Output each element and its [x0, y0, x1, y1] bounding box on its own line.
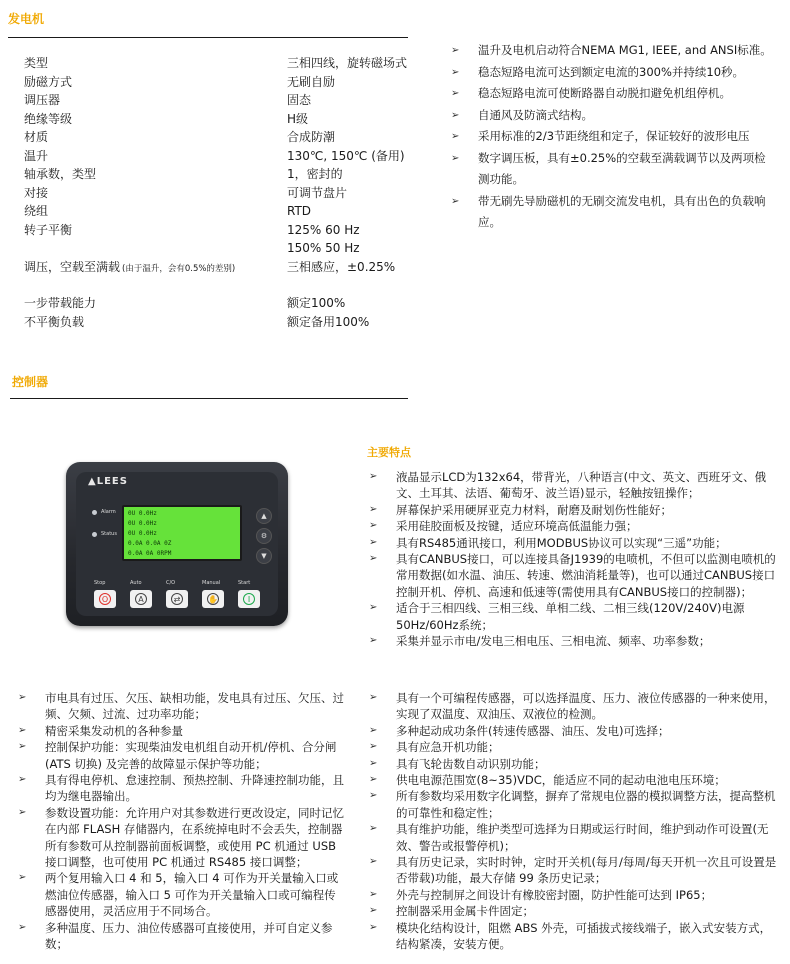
bullet-arrow-icon: ➢: [369, 503, 378, 515]
lcd-screen: [122, 505, 242, 561]
spec-value: H级: [287, 111, 309, 126]
button-symbol-icon: ⇄: [171, 593, 183, 605]
button-label: C/O: [166, 580, 176, 586]
spec-value: RTD: [287, 204, 312, 218]
generator-section-rule: [8, 37, 408, 38]
bullet-arrow-icon: ➢: [369, 790, 378, 802]
feature-text: 数字调压板，具有±0.25%的空载至满载调节以及两项检测功能。: [478, 150, 766, 186]
feature-item: [18, 723, 345, 739]
feature-item: [451, 105, 776, 127]
spec-row: [24, 147, 424, 165]
spec-label: 绕组: [24, 204, 49, 218]
spec-label: 对接: [24, 185, 49, 200]
bullet-arrow-icon: ➢: [369, 741, 378, 753]
spec-value: 可调节盘片: [287, 185, 348, 200]
spec-row: [24, 202, 424, 220]
feature-text: 具有一个可编程传感器，可以选择温度、压力、液位传感器的一种来使用，实现了双温度、双油压、双液位的检测。: [396, 691, 776, 722]
spec-label: 类型: [24, 56, 49, 70]
spec-label: 不平衡负载: [24, 314, 85, 329]
controller-face: [76, 472, 278, 616]
controller-feature-list-left: [18, 690, 345, 953]
spec-row: [24, 91, 424, 109]
spec-value: 125% 60 Hz: [287, 222, 360, 237]
bullet-arrow-icon: ➢: [369, 692, 378, 703]
feature-item: [451, 148, 776, 191]
lcd-reading: 0U 0.0Hz: [128, 520, 157, 527]
feature-item: [369, 502, 780, 518]
bullet-arrow-icon: ➢: [369, 921, 378, 933]
feature-item: [369, 788, 780, 821]
bullet-arrow-icon: ➢: [369, 757, 378, 769]
bullet-arrow-icon: ➢: [18, 741, 27, 753]
bullet-arrow-icon: ➢: [18, 872, 27, 884]
button-label: Start: [238, 580, 251, 586]
controller-section-rule: [10, 398, 408, 399]
feature-item: [369, 772, 780, 788]
bullet-arrow-icon: ➢: [18, 806, 27, 818]
spec-row: [24, 221, 424, 239]
spec-value: 额定100%: [287, 296, 346, 310]
feature-text: 模块化结构设计，阻燃 ABS 外壳，可插拔式接线端子，嵌入式安装方式，结构紧凑，安装方便。: [396, 920, 772, 952]
feature-text: 具有飞轮齿数自动识别功能；: [396, 756, 546, 771]
feature-item: [369, 600, 780, 633]
feature-item: [18, 690, 345, 723]
feature-text: 精密采集发动机的各种参量: [45, 723, 183, 738]
bullet-arrow-icon: ➢: [369, 774, 378, 786]
features-title: 主要特点: [367, 446, 411, 459]
feature-text: 两个复用输入口 4 和 5，输入口 4 可作为开关量输入口或燃油位传感器，输入口 5 可作为开关量输入口或可编程传感器使用，灵活应用于不同场合。: [45, 871, 339, 919]
feature-text: 稳态短路电流可达到额定电流的300%并持续10秒。: [478, 64, 745, 79]
feature-item: [369, 756, 780, 772]
lcd-reading: 0.0A 0A 0RPM: [128, 550, 172, 557]
feature-item: [369, 903, 780, 919]
bullet-arrow-icon: ➢: [369, 635, 378, 647]
bullet-arrow-icon: ➢: [451, 66, 460, 78]
feature-text: 采用硅胶面板及按键，适应环境高低温能力强；: [396, 519, 638, 534]
feature-item: [369, 690, 780, 723]
feature-text: 采用标准的2/3节距绕组和定子，保证较好的波形电压: [478, 129, 750, 143]
generator-feature-list: [451, 40, 776, 234]
bullet-arrow-icon: ➢: [369, 536, 378, 548]
spec-row: [24, 73, 424, 91]
controller-feature-list-top: [369, 469, 780, 649]
spec-row: [24, 54, 424, 72]
spec-value: 1，密封的: [287, 167, 343, 181]
spec-value: 合成防潮: [287, 130, 336, 144]
spec-value: 固态: [287, 93, 312, 107]
bullet-arrow-icon: ➢: [18, 774, 27, 786]
controller-device: [66, 462, 288, 626]
feature-text: 控制保护功能：实现柴油发电机组自动开机/停机、合分闸(ATS 切换) 及完善的故障显示保护等功能；: [45, 740, 337, 771]
lcd-reading: 0U 0.0Hz: [128, 510, 157, 517]
feature-item: [18, 739, 345, 772]
bullet-arrow-icon: ➢: [451, 88, 460, 99]
button-face[interactable]: [166, 590, 188, 608]
brand-logo: ▲LEES: [88, 476, 128, 487]
feature-item: [18, 772, 345, 805]
spec-value: 无刷自励: [287, 74, 336, 89]
feature-item: [369, 739, 780, 755]
button-symbol-icon: A: [135, 593, 147, 605]
feature-item: [18, 805, 345, 871]
feature-text: 外壳与控制屏之间设计有橡胶密封圈，防护性能可达到 IP65；: [396, 887, 713, 902]
bullet-arrow-icon: ➢: [369, 823, 378, 835]
feature-text: 市电具有过压、欠压、缺相功能，发电具有过压、欠压、过频、欠频、过流、过功率功能；: [45, 691, 344, 722]
bullet-arrow-icon: ➢: [369, 856, 378, 868]
feature-item: [18, 920, 345, 953]
bullet-arrow-icon: ➢: [369, 724, 378, 736]
lcd-reading: 0.0A 0.0A 0Z: [128, 540, 172, 547]
spec-label: 温升: [24, 148, 49, 163]
button-face[interactable]: [202, 590, 224, 608]
bullet-arrow-icon: ➢: [18, 724, 27, 736]
spec-row: [24, 258, 424, 276]
button-label: Stop: [94, 580, 106, 586]
feature-item: [369, 535, 780, 551]
feature-text: 供电电源范围宽(8~35)VDC，能适应不同的起动电池电压环境；: [396, 773, 726, 788]
spec-row: [24, 165, 424, 183]
feature-text: 稳态短路电流可使断路器自动脱扣避免机组停机。: [478, 86, 731, 100]
spec-value: 150% 50 Hz: [287, 241, 360, 255]
controller-section-title: 控制器: [12, 375, 49, 389]
lcd-reading: 0U 0.0Hz: [128, 530, 157, 537]
spec-label: 绝缘等级: [24, 111, 73, 126]
button-face[interactable]: [94, 590, 116, 608]
bullet-arrow-icon: ➢: [18, 692, 27, 703]
feature-item: [369, 469, 780, 502]
controller-feature-list-right: [369, 690, 780, 953]
spec-label: 励磁方式: [24, 74, 73, 89]
feature-text: 适合于三相四线、三相三线、单相二线、二相三线(120V/240V)电源50Hz/60Hz系统；: [396, 601, 745, 632]
spec-row: [24, 239, 424, 257]
button-face[interactable]: [238, 590, 260, 608]
spec-row: [24, 128, 424, 146]
spec-value: 三相四线，旋转磁场式: [287, 56, 408, 70]
feature-text: 采集并显示市电/发电三相电压、三相电流、频率、功率参数；: [396, 634, 711, 649]
spec-value: 130℃, 150℃ (备用): [287, 148, 405, 163]
spec-note: (由于温升，会有0.5%的差别): [122, 264, 236, 274]
button-face[interactable]: [130, 590, 152, 608]
feature-item: [18, 870, 345, 919]
feature-text: 具有RS485通讯接口，利用MODBUS协议可以实现“三遥”功能；: [396, 535, 727, 550]
feature-item: [369, 518, 780, 534]
spec-row: [24, 110, 424, 128]
bullet-arrow-icon: ➢: [369, 905, 378, 917]
feature-text: 温升及电机启动符合NEMA MG1, IEEE, and ANSI标准。: [478, 43, 772, 57]
feature-item: [369, 551, 780, 600]
spec-row: [24, 184, 424, 202]
feature-item: [369, 821, 780, 854]
feature-item: [369, 920, 780, 953]
spec-label: 调压器: [24, 93, 61, 107]
spec-value: 额定备用100%: [287, 314, 370, 329]
bullet-arrow-icon: ➢: [369, 888, 378, 900]
bullet-arrow-icon: ➢: [451, 195, 460, 207]
bullet-arrow-icon: ➢: [18, 921, 27, 933]
up-arrow-icon[interactable]: ▲: [256, 508, 272, 524]
feature-text: 带无刷先导励磁机的无刷交流发电机，具有出色的负载响应。: [478, 193, 766, 229]
bullet-arrow-icon: ➢: [369, 520, 378, 532]
feature-item: [369, 887, 780, 903]
button-symbol-icon: O: [99, 593, 111, 605]
spec-row: [24, 313, 424, 331]
feature-item: [451, 40, 776, 62]
bullet-arrow-icon: ➢: [369, 602, 378, 614]
feature-text: 自通风及防滴式结构。: [478, 107, 593, 122]
feature-text: 具有历史记录，实时时钟，定时开关机(每月/每周/每天开机一次且可设置是否带载)功能，最大存储 99 条历史记录；: [396, 855, 777, 886]
button-label: Manual: [202, 580, 221, 586]
bullet-arrow-icon: ➢: [369, 471, 378, 482]
bullet-arrow-icon: ➢: [451, 109, 460, 121]
feature-text: 多种起动成功条件(转速传感器、油压、发电)可选择；: [396, 723, 670, 738]
feature-item: [451, 83, 776, 105]
down-arrow-icon[interactable]: ▼: [256, 548, 272, 564]
feature-text: 多种温度、压力、油位传感器可直接使用，并可自定义参数；: [45, 920, 333, 952]
alarm-led-label: Alarm: [101, 509, 116, 515]
button-label: Auto: [130, 580, 142, 586]
feature-text: 具有维护功能，维护类型可选择为日期或运行时间，维护到动作可设置(无效、警告或报警停机)；: [396, 822, 769, 853]
spec-label: 转子平衡: [24, 222, 73, 237]
alarm-led-icon: [92, 510, 97, 515]
spec-label: 一步带载能力: [24, 296, 97, 310]
feature-text: 液晶显示LCD为132x64，带背光，八种语言(中文、英文、西班牙文、俄文、土耳其、法语、葡萄牙、波兰语)显示，轻触按钮操作；: [396, 470, 767, 501]
spec-label: 材质: [24, 130, 49, 144]
feature-text: 具有CANBUS接口，可以连接具备J1939的电喷机，不但可以监测电喷机的常用数据(如水温、油压、转速、燃油消耗量等)，也可以通过CANBUS接口控制开机、停机、高速和低速等(需使用具有CANBUS接口的控制器)；: [396, 552, 776, 599]
bullet-arrow-icon: ➢: [369, 553, 378, 565]
spec-row: [24, 294, 424, 312]
spec-label: 调压，空载至满载 (由于温升，会有0.5%的差别): [24, 260, 236, 274]
generator-section-title: 发电机: [8, 12, 45, 26]
bullet-arrow-icon: ➢: [451, 45, 460, 56]
feature-text: 所有参数均采用数字化调整，摒弃了常规电位器的模拟调整方法，提高整机的可靠性和稳定性；: [396, 789, 776, 820]
feature-item: [451, 62, 776, 84]
button-symbol-icon: ✋: [208, 595, 218, 604]
feature-text: 具有得电停机、怠速控制、预热控制、升降速控制功能，且均为继电器输出。: [45, 773, 344, 804]
gear-icon[interactable]: ⚙: [256, 528, 272, 544]
spec-value: 三相感应，±0.25%: [287, 260, 396, 274]
feature-text: 具有应急开机功能；: [396, 740, 500, 755]
feature-item: [451, 126, 776, 148]
feature-item: [369, 633, 780, 649]
status-led-label: Status: [101, 531, 117, 537]
button-symbol-icon: I: [243, 593, 255, 605]
feature-item: [451, 191, 776, 234]
feature-item: [369, 854, 780, 887]
feature-item: [369, 723, 780, 739]
feature-text: 控制器采用金属卡件固定；: [396, 904, 534, 919]
bullet-arrow-icon: ➢: [451, 152, 460, 164]
feature-text: 参数设置功能：允许用户对其参数进行更改设定，同时记忆在内部 FLASH 存储器内，在系统掉电时不会丢失，控制器所有参数可从控制器前面板调整，或使用 PC 机通过 USB 接口调整，也可使用 PC 机通过 RS485 接口调整；: [45, 805, 344, 870]
status-led-icon: [92, 532, 97, 537]
bullet-arrow-icon: ➢: [451, 131, 460, 142]
feature-text: 屏幕保护采用硬屏亚克力材料，耐磨及耐划伤性能好；: [396, 502, 672, 517]
spec-label: 轴承数，类型: [24, 167, 97, 181]
